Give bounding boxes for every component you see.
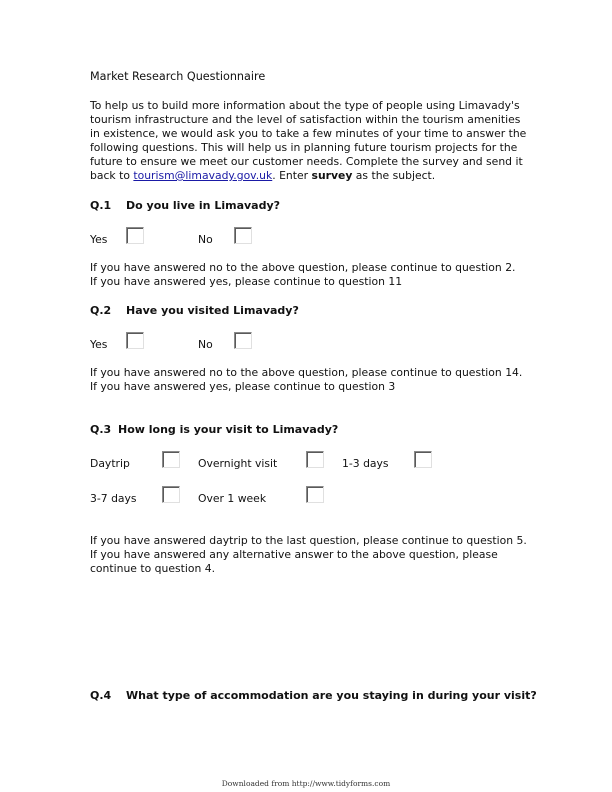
q3-1-3-days-checkbox[interactable] bbox=[414, 451, 432, 468]
q3-daytrip-checkbox[interactable] bbox=[162, 451, 180, 468]
q1-note-line2: If you have answered yes, please continue to question 11 bbox=[90, 275, 403, 288]
intro-paragraph bbox=[90, 99, 530, 183]
q3-option-daytrip-label: Daytrip bbox=[90, 457, 130, 470]
intro-text-after-email: . Enter bbox=[272, 169, 312, 182]
download-footer: Downloaded from http://www.tidyforms.com bbox=[221, 779, 391, 788]
q3-heading bbox=[90, 423, 338, 436]
q3-3-7-days-checkbox[interactable] bbox=[162, 486, 180, 503]
q1-note-line1: If you have answered no to the above question, please continue to question 2. bbox=[90, 261, 516, 274]
q3-note: If you have answered daytrip to the last question, please continue to question 5. If you have answered any alternative answer to the above question, please continue to question 4. bbox=[90, 534, 527, 575]
q3-option-overnight-label: Overnight visit bbox=[198, 457, 278, 470]
q2-number: Q.2 bbox=[90, 304, 112, 317]
q3-option-1-3-days-label: 1-3 days bbox=[342, 457, 389, 470]
q1-note bbox=[90, 261, 530, 289]
q2-note-line1: If you have answered no to the above question, please continue to question 14. bbox=[90, 366, 523, 379]
q1-option-yes-label: Yes bbox=[90, 233, 108, 246]
q4-question: What type of accommodation are you staying in during your visit? bbox=[126, 689, 537, 702]
q2-heading bbox=[90, 304, 299, 317]
q1-number: Q.1 bbox=[90, 199, 112, 212]
q4-number: Q.4 bbox=[90, 689, 112, 702]
q3-over-1-week-checkbox[interactable] bbox=[306, 486, 324, 503]
q2-note bbox=[90, 366, 530, 394]
q2-no-checkbox[interactable] bbox=[234, 332, 252, 349]
q2-yes-checkbox[interactable] bbox=[126, 332, 144, 349]
q1-option-no-label: No bbox=[198, 233, 213, 246]
intro-text-end: as the subject. bbox=[352, 169, 436, 182]
q1-question: Do you live in Limavady? bbox=[126, 199, 281, 212]
q3-question: How long is your visit to Limavady? bbox=[118, 423, 339, 436]
subject-word: survey bbox=[311, 169, 353, 182]
q3-number: Q.3 bbox=[90, 423, 112, 436]
intro-text: To help us to build more information about the type of people using Limavady's tourism infrastructure and the level of satisfaction within the tourism amenities in existence, we would ask you to take a few minutes of your time to answer the following questions. This will help us in planning future tourism projects for the future to ensure we meet our customer needs. Complete the survey and send it back to bbox=[90, 99, 527, 182]
q1-yes-checkbox[interactable] bbox=[126, 227, 144, 244]
q3-option-over-1-week-label: Over 1 week bbox=[198, 492, 267, 505]
q3-overnight-checkbox[interactable] bbox=[306, 451, 324, 468]
q2-option-yes-label: Yes bbox=[90, 338, 108, 351]
page-title: Market Research Questionnaire bbox=[90, 70, 266, 83]
q1-heading bbox=[90, 199, 280, 212]
q4-heading bbox=[90, 689, 537, 702]
q2-option-no-label: No bbox=[198, 338, 213, 351]
q2-question: Have you visited Limavady? bbox=[126, 304, 299, 317]
q2-note-line2: If you have answered yes, please continue to question 3 bbox=[90, 380, 396, 393]
email-link[interactable]: tourism@limavady.gov.uk bbox=[133, 169, 273, 182]
q1-no-checkbox[interactable] bbox=[234, 227, 252, 244]
q3-option-3-7-days-label: 3-7 days bbox=[90, 492, 137, 505]
